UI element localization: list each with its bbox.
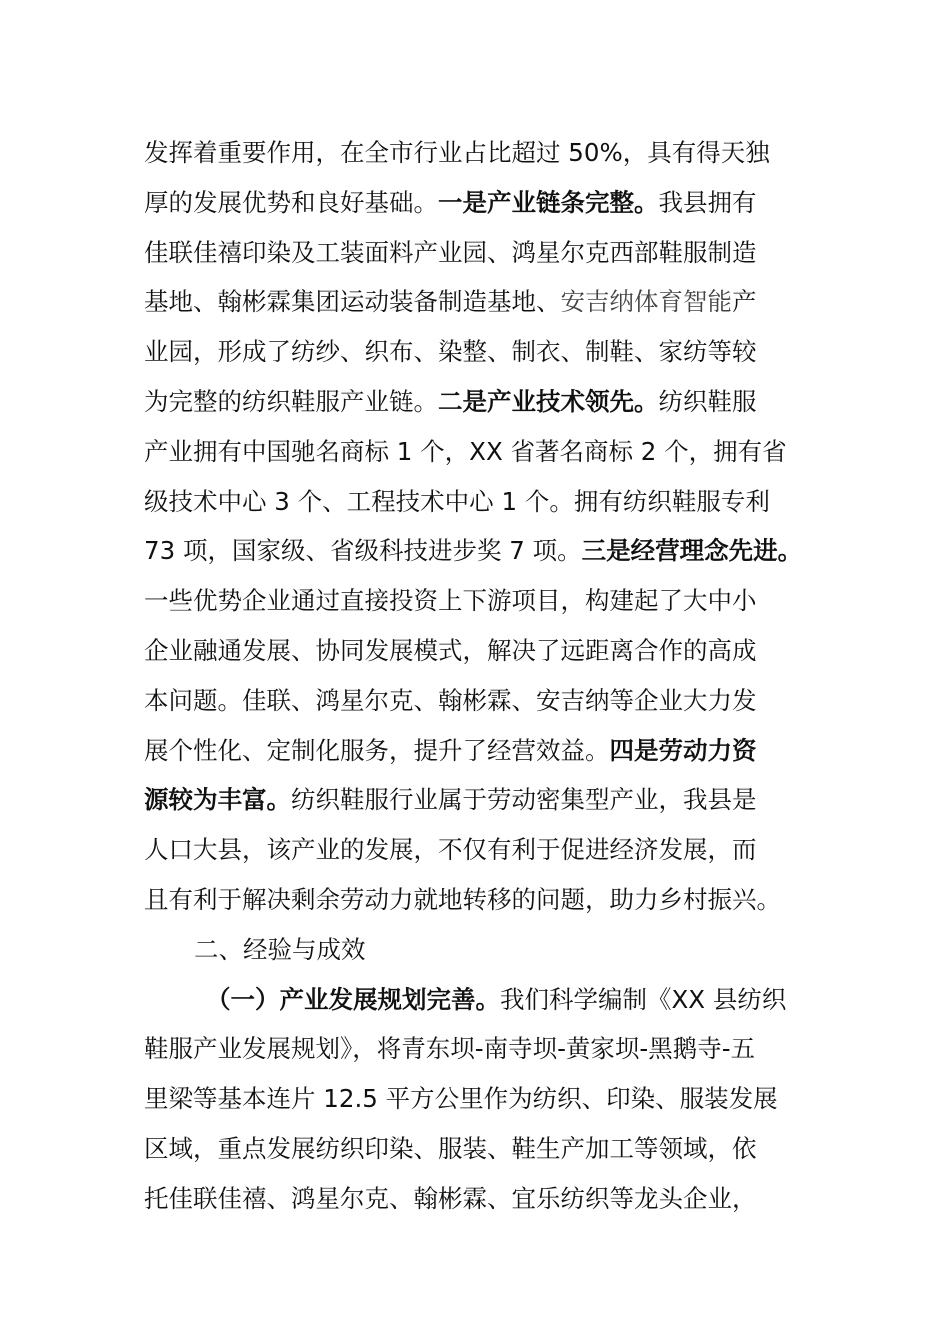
text-segment: 且有利于解决剩余劳动力就地转移的问题，助力乡村振兴。 bbox=[144, 884, 781, 914]
text-segment: 我县拥有 bbox=[658, 187, 757, 217]
text-segment: 托佳联佳禧、鸿星尔克、翰彬霖、宜乐纺织等龙头企业， bbox=[144, 1183, 757, 1213]
text-line bbox=[144, 875, 809, 925]
text-line bbox=[144, 676, 809, 726]
text-segment: 纺织鞋服行业属于劳动密集型产业，我县是 bbox=[291, 785, 757, 815]
text-segment: 纺织鞋服 bbox=[658, 386, 757, 416]
text-segment: 本问题。佳联、鸿星尔克、翰彬霖、安吉纳等企业大力发 bbox=[144, 685, 757, 715]
text-line bbox=[144, 526, 809, 576]
text-segment: 我们科学编制《XX 县纺织 bbox=[500, 984, 787, 1014]
text-segment: 安吉纳体育智能 bbox=[560, 287, 732, 317]
text-line bbox=[144, 576, 809, 626]
text-segment: 展个性化、定制化服务，提升了经营效益。 bbox=[144, 735, 610, 765]
text-segment: 为完整的纺织鞋服产业链。 bbox=[144, 386, 438, 416]
text-segment: 区域，重点发展纺织印染、服装、鞋生产加工等领域，依 bbox=[144, 1133, 757, 1163]
text-line bbox=[144, 1074, 809, 1124]
text-segment: 73 项，国家级、省级科技进步奖 7 项。 bbox=[144, 536, 582, 566]
text-segment: 产 bbox=[732, 287, 757, 317]
text-segment: 发挥着重要作用，在全市行业占比超过 50%，具有得天独 bbox=[144, 138, 770, 167]
text-line bbox=[144, 1024, 809, 1074]
text-line bbox=[144, 128, 809, 178]
text-line bbox=[144, 277, 809, 327]
text-segment: 企业融通发展、协同发展模式，解决了远距离合作的高成 bbox=[144, 635, 757, 665]
text-segment: 里梁等基本连片 12.5 平方公里作为纺织、印染、服装发展 bbox=[144, 1084, 778, 1114]
text-line bbox=[144, 327, 809, 377]
text-segment: 厚的发展优势和良好基础。 bbox=[144, 187, 438, 217]
text-line bbox=[144, 477, 809, 527]
text-line bbox=[144, 1124, 809, 1174]
text-line bbox=[144, 825, 809, 875]
text-line bbox=[144, 377, 809, 427]
body-text bbox=[144, 128, 809, 1224]
text-line bbox=[144, 1174, 809, 1224]
text-segment: 级技术中心 3 个、工程技术中心 1 个。拥有纺织鞋服专利 bbox=[144, 486, 770, 516]
bold-phrase: 四是劳动力资 bbox=[609, 735, 757, 765]
text-segment: 一些优势企业通过直接投资上下游项目，构建起了大中小 bbox=[144, 586, 757, 616]
text-line bbox=[144, 726, 809, 776]
text-line bbox=[144, 178, 809, 228]
bold-phrase: 二是产业技术领先。 bbox=[438, 386, 659, 416]
section-heading bbox=[144, 925, 809, 975]
text-segment: 鞋服产业发展规划》，将青东坝-南寺坝-黄家坝-黑鹅寺-五 bbox=[144, 1034, 756, 1064]
bold-phrase: 源较为丰富。 bbox=[144, 785, 291, 815]
bold-phrase: 三是经营理念先进。 bbox=[581, 536, 803, 566]
text-line bbox=[144, 427, 809, 477]
text-segment: 佳联佳禧印染及工装面料产业园、鸿星尔克西部鞋服制造 bbox=[144, 237, 757, 267]
text-segment: 业园，形成了纺纱、织布、染整、制衣、制鞋、家纺等较 bbox=[144, 337, 757, 367]
text-segment: 产业拥有中国驰名商标 1 个，XX 省著名商标 2 个，拥有省 bbox=[144, 436, 787, 466]
text-segment: 二、经验与成效 bbox=[194, 934, 366, 964]
text-line bbox=[144, 626, 809, 676]
text-segment: 人口大县，该产业的发展，不仅有利于促进经济发展，而 bbox=[144, 835, 757, 865]
subsection-heading-line bbox=[144, 975, 809, 1025]
text-line bbox=[144, 775, 809, 825]
bold-phrase: 一是产业链条完整。 bbox=[438, 187, 659, 217]
text-line bbox=[144, 228, 809, 278]
text-segment: 基地、翰彬霖集团运动装备制造基地、 bbox=[144, 287, 561, 317]
bold-phrase: （一）产业发展规划完善。 bbox=[206, 984, 500, 1014]
